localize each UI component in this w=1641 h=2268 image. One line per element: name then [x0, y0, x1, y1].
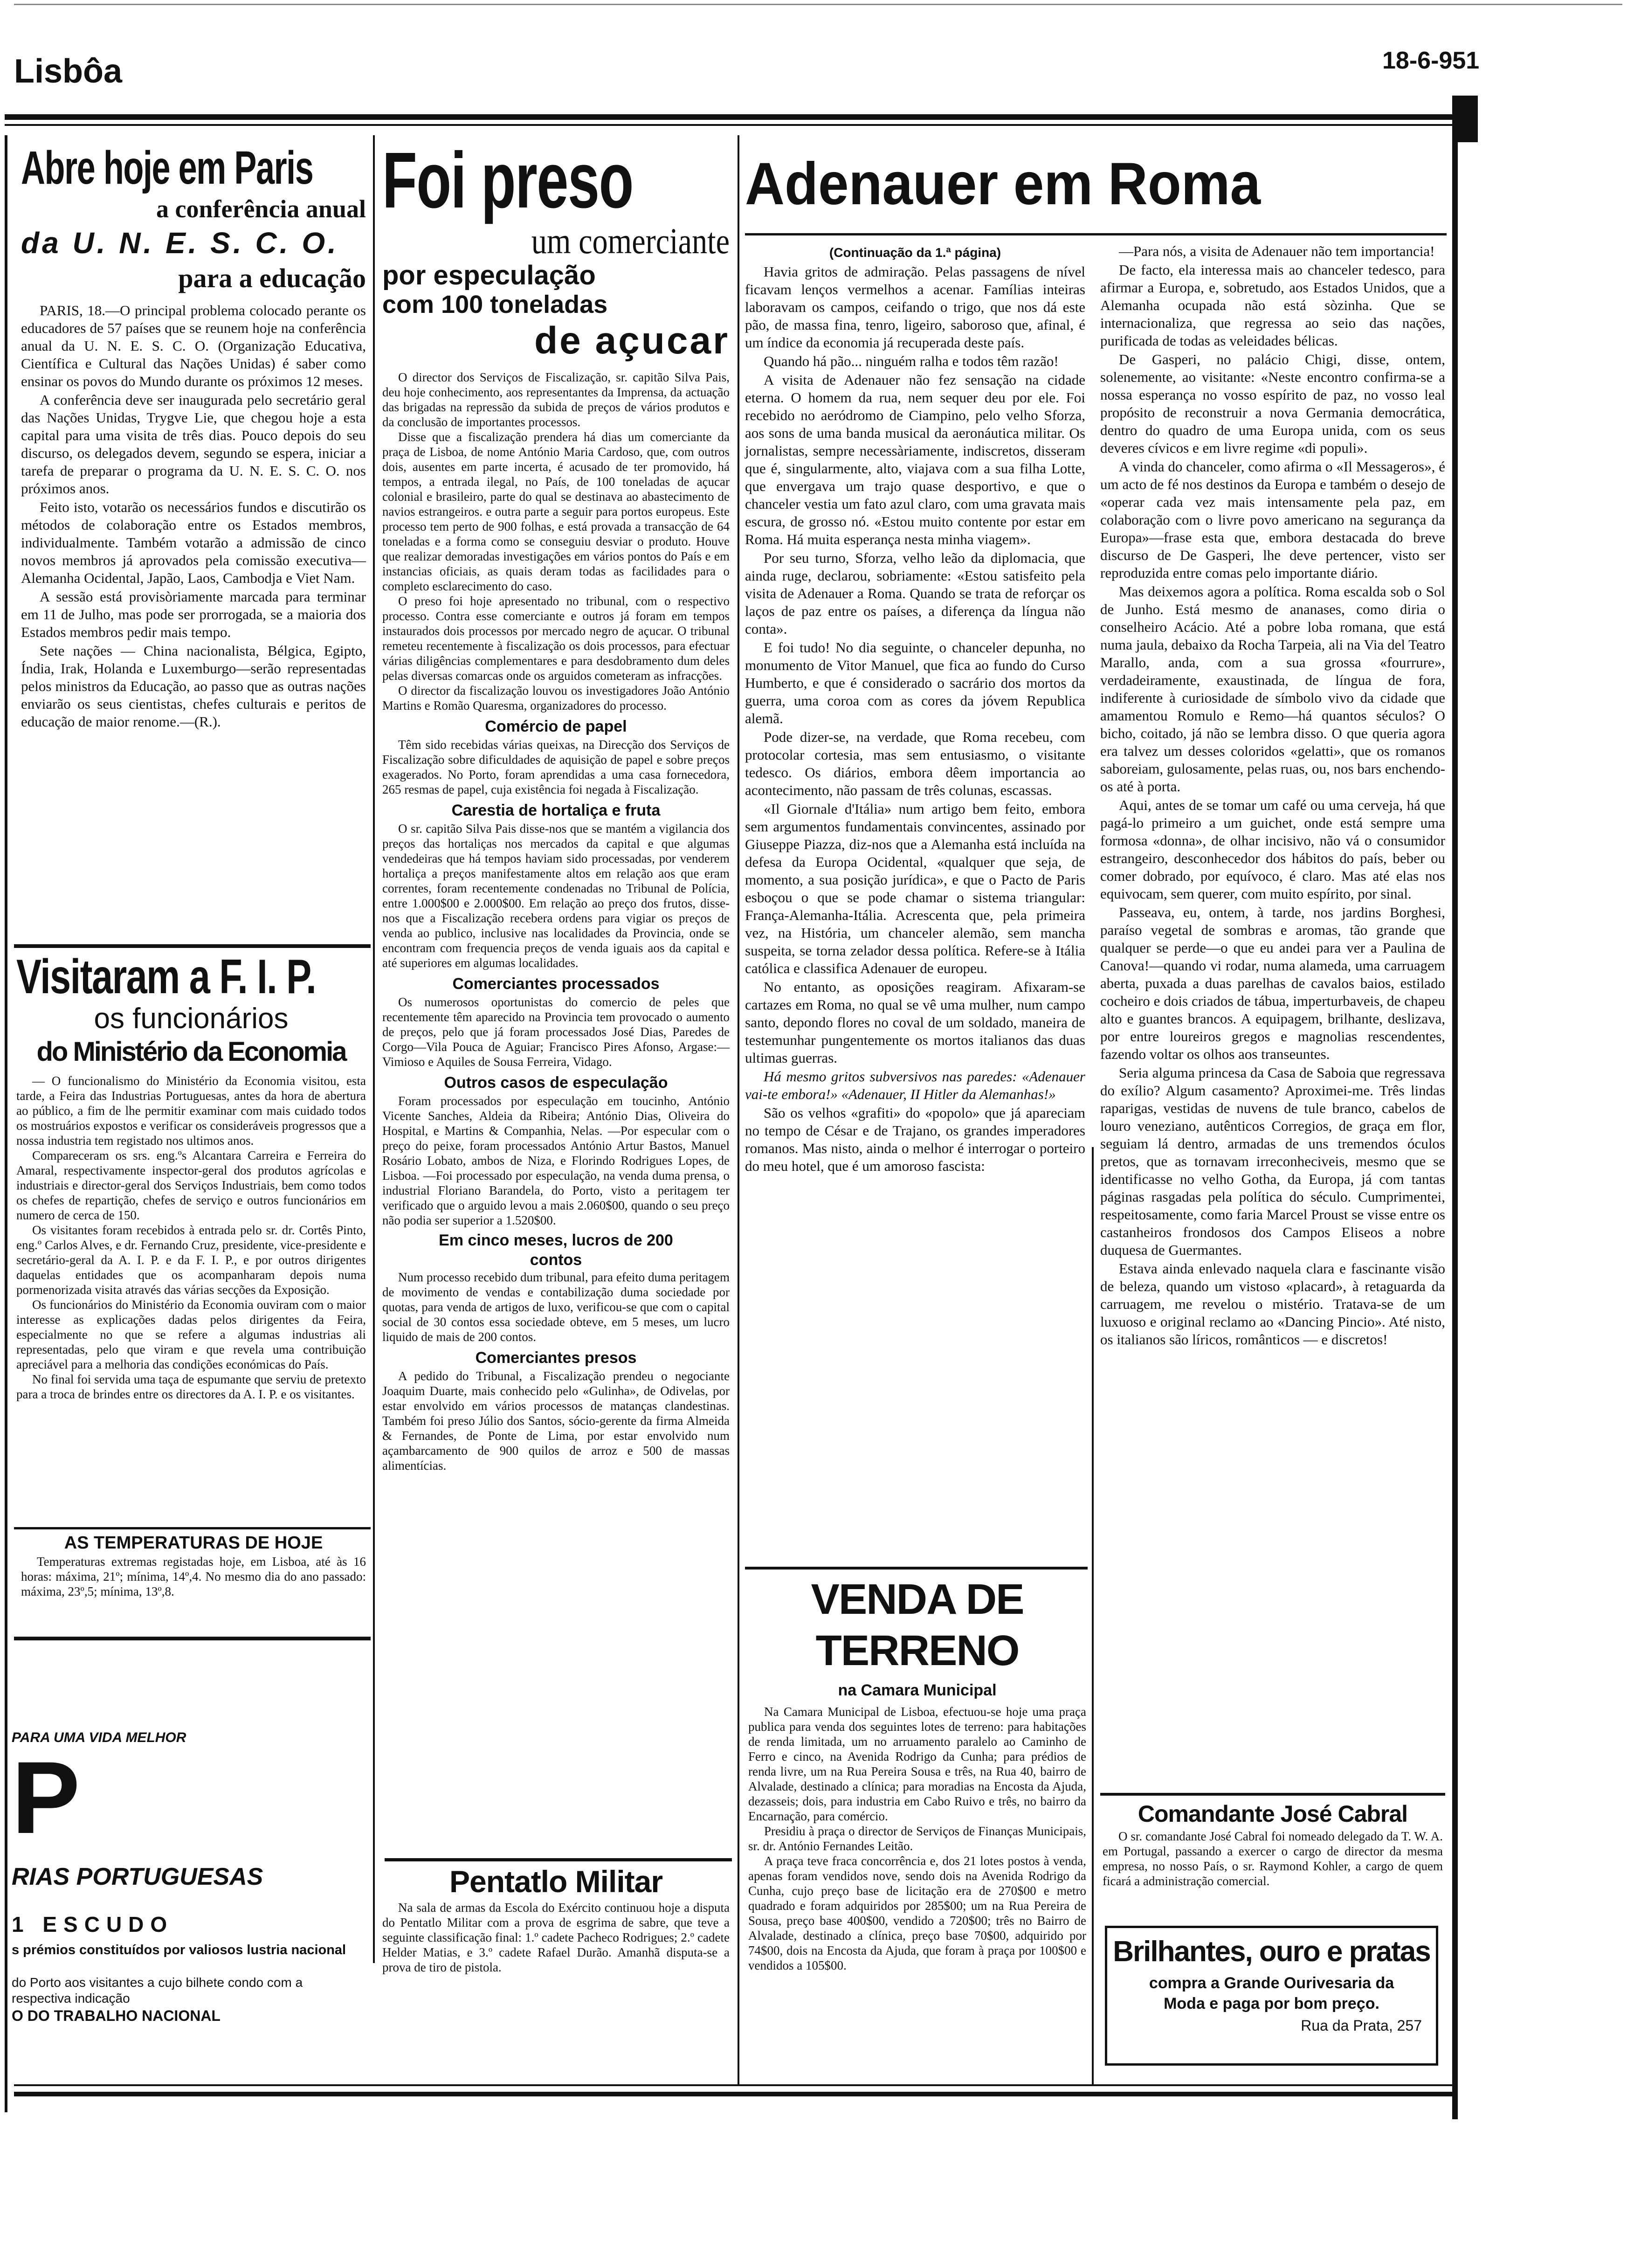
adenauer-article	[745, 149, 1447, 219]
paragraph: Na Camara Municipal de Lisboa, efectuou-se hoje uma praça publica para venda dos seguintes lotes de terreno: para habitações de renda limitada, um no arruamento paralelo ao Caminho de Ferro e cinco, na Avenida Rodrigo da Cunha; para prédios de renda livre, um na Rua Pereira Sousa e três, na Rua 40, bairro de Alvalade, destinado a clínica; para moradias na Encosta da Ajuda, dezasseis; dois, para industria em Cabo Ruivo e três, no bairro da Encarnação, para comércio.	[748, 1705, 1086, 1823]
preso-subtitle-3: com 100 toneladas	[382, 290, 608, 318]
paragraph: São os velhos «grafiti» do «popolo» que já apareciam no tempo de César e de Trajano, os grandes imperadores romanos. Mas nisto, ainda o melhor é interrogar o porteiro do meu hotel, que é um amoroso fascista:	[745, 1105, 1085, 1174]
temperatures-box	[21, 1532, 366, 1599]
section-rule	[1100, 1793, 1445, 1796]
fip-title: Visitaram a F. I. P.	[16, 950, 316, 1004]
corner-block	[1452, 96, 1478, 142]
section-rule	[14, 1637, 371, 1640]
paragraph: —Para nós, a visita de Adenauer não tem importancia!	[1119, 243, 1435, 259]
bottom-rule-thick	[14, 2092, 1455, 2096]
paragraph: De Gasperi, no palácio Chigi, disse, ontem, solenemente, ao visitante: «Neste encontro confirma-se a nossa esperança no vosso espírito de paz, no vosso leal propósito de reconstruir a nova Germania democrática, dentro do quadro de uma Europa unida, com os seus deveres cívicos e em livre regime «di populi».	[1100, 351, 1445, 456]
adenauer-title: Adenauer em Roma	[745, 151, 1261, 217]
fip-subtitle: os funcionários	[94, 1003, 289, 1035]
paragraph: A vinda do chanceler, como afirma o «Il Messageros», é um acto de fé nos destinos da Europa e também o desejo de «operar cada vez mais intensamente pela paz, em colaboração com o livre povo americano na segurança da Europa»—frase esta que, embora destacada do breve discurso de De Gasperi, lhe deve pertencer, visto ser reproduzida entre comas pelo importante diário.	[1100, 458, 1445, 581]
paragraph: Por seu turno, Sforza, velho leão da diplomacia, que ainda ruge, declarou, sobriamente: «Estou satisfeito pela visita de Adenauer a Roma. Quando se trata de reforçar os laços de paz entre os países, a diferença da língua não conta».	[745, 550, 1085, 637]
paragraph: O sr. comandante José Cabral foi nomeado delegado da T. W. A. em Portugal, passando a exercer o cargo de director da mesma empresa, no nosso País, o sr. Raymond Kohler, a cargo de quem ficará a administração comercial.	[1103, 1829, 1443, 1888]
paragraph: Quando há pão... ninguém ralha e todos têm razão!	[764, 353, 1059, 369]
paragraph: Os funcionários do Ministério da Economia ouviram com o maior interesse as explicações dadas pelos dirigentes da Feira, especialmente no que se refere a algumas industrias ali representadas, pelo que viram e que revela uma contribuição apreciável para a melhoria das condições económicas do País.	[16, 1298, 366, 1371]
paragraph: — O funcionalismo do Ministério da Economia visitou, esta tarde, a Feira das Industrias Portuguesas, antes da hora de abertura ao público, a fim de lhe permitir examinar com mais cuidado todos os mostruários expostos e verificar os consideráveis progressos que a nossa industria tem registado nos ultimos anos.	[16, 1074, 366, 1148]
unesco-title: Abre hoje em Paris	[21, 142, 313, 194]
ad-logo-letter: P	[12, 1740, 80, 1855]
terreno-article	[748, 1574, 1086, 1973]
temperatures-text: Temperaturas extremas registadas hoje, em Lisboa, até às 16 horas: máxima, 21º; mínima, 14º,4. No mesmo dia do ano passado: máxima, 23º,5; mínima, 13º,8.	[21, 1555, 366, 1598]
cabral-title: Comandante José Cabral	[1138, 1801, 1408, 1827]
jewelry-ad-title: Brilhantes, ouro e pratas	[1113, 1936, 1430, 1968]
paragraph: Aqui, antes de se tomar um café ou uma cerveja, há que pagá-lo primeiro a um guichet, onde está sempre uma formosa «donna», de olhar incisivo, não vá o consumidor estrangeiro, desconhecedor dos hábitos do país, beber ou comer dobrado, por equívoco, é claro. Mas até elas nos equivocam, sem querer, com muito espírito, por sinal.	[1100, 797, 1445, 902]
masthead-rule	[5, 114, 1452, 120]
paragraph: Há mesmo gritos subversivos nas paredes: «Adenauer vai-te embora!» «Adenauer, II Hitler da Alemanhas!»	[745, 1068, 1085, 1102]
date-label: 18-6-951	[1382, 47, 1480, 74]
preso-subtitle-2: por especulação	[382, 260, 596, 290]
adenauer-col-2	[1100, 242, 1445, 1349]
paragraph: Compareceram os srs. eng.ºs Alcantara Carreira e Ferreira do Amaral, respectivamente inspector-geral dos produtos agrícolas e industriais e director-geral dos Serviços Industriais, bem como todos os chefes de repartição, chefes de serviço e outros funcionários em numero de cerca de 150.	[16, 1148, 366, 1222]
paragraph: O director dos Serviços de Fiscalização, sr. capitão Silva Pais, deu hoje conhecimento, aos representantes da Imprensa, da actuação das brigadas na repressão da subida de preços de vários produtos e da conclusão de importantes processos.	[382, 370, 730, 429]
jewelry-ad-text: Moda e paga por bom preço.	[1164, 1995, 1379, 2012]
paragraph: No entanto, as oposições reagiram. Afixaram-se cartazes em Roma, no qual se vê uma mulher, num campo santo, depondo flores no coval de um soldado, maneira de testemunhar pungentemente os mortos italianos das duas ultimas guerras.	[745, 979, 1085, 1066]
paragraph: PARIS, 18.—O principal problema colocado perante os educadores de 57 países que se reunem hoje na conferência anual da U. N. E. S. C. O. (Organização Educativa, Científica e Cultural das Nações Unidas) é saber como ensinar os povos do Mundo durante os próximos 12 meses.	[21, 302, 366, 389]
fip-article	[16, 951, 366, 1402]
paragraph: Na sala de armas da Escola do Exército continuou hoje a disputa do Pentatlo Militar com a prova de esgrima de sabre, que teve a seguinte classificação final: 1.º cadete Pacheco Rodrigues; 2.º cadete Helder Matias, e 3.º cadete Rafael Durão. Amanhã disputa-se a prova de tiro de pistola.	[382, 1901, 730, 1974]
jewelry-ad-address: Rua da Prata, 257	[1301, 2017, 1422, 2034]
column-rule	[1092, 1147, 1094, 2084]
paragraph: O director da fiscalização louvou os investigadores João António Martins e Romão Quaresma, organizadores do processo.	[382, 684, 730, 712]
ad-footer: O DO TRABALHO NACIONAL	[12, 2007, 221, 2024]
column-rule	[373, 135, 375, 1963]
paragraph: Foram processados por especulação em toucinho, António Vicente Sanches, Aldeia da Ribeira; António Dias, Oliveira do Hospital, e Martins & Companhia, Nelas. —Por especular com o preço do peixe, foram processados António Artur Bastos, Manuel Rosário Lobato, ambos de Niza, e Florindo Rodrigues Lopes, de Lisboa. —Foi processado por especulação, na venda duma prensa, o industrial Floriano Barandela, do Porto, visto a peritagem ter verificado que o arguido levou a mais 2.060$00, quando o seu preço não podia ser superior a 1.520$00.	[382, 1094, 730, 1227]
paragraph: A visita de Adenauer não fez sensação na cidade eterna. O homem da rua, nem sequer deu por ele. Foi recebido no aeródromo de Ciampino, pelo velho Sforza, aos sons de uma banda musical da aeronáutica militar. Os jornalistas, sempre necessàriamente, indiscretos, disseram que é, singularmente, alto, viajava com a sua filha Lotte, que envergava um trajo quase desportivo, e que o chanceler vestia um fato azul claro, com uma gravata mais escura, de grosso nó. «Estou muito contente por estar em Roma. Há muita esperança nesta minha viagem».	[745, 372, 1085, 547]
fip-subtitle-ministry: do Ministério da Economia	[36, 1037, 346, 1067]
paragraph: Seria alguma princesa da Casa de Saboia que regressava do exílio? Algum casamento? Aproximei-me. Três lindas raparigas, vestidas de nuvens de tule branco, cabelos de louro veneziano, autênticos Corregios, de graça em flor, seguiam lá dentro, armadas de uns tremendos óculos pretos, que as tornavam irreconheciveis, mesmo que se identificasse no velho Gotha, da Europa, já com tantas páginas rasgadas pela política do século. Cumprimentei, respeitosamente, como faria Marcel Proust se visse entre os castanheiros frondosos dos Campos Eliseos a nobre duquesa de Guermantes.	[1100, 1065, 1445, 1258]
paragraph: A praça teve fraca concorrência e, dos 21 lotes postos à venda, apenas foram vendidos nove, sendo dois na Avenida Rodrigo da Cunha, cujo preço base de licitação era de 270$00 e metro quadrado e foram adquiridos por 285$00; um na Rua Pereira de Sousa, preço base 400$00, vendido a 720$00; três no Bairro de Alvalade, destinado a clínica, preço base 70$00, adquirido por 74$00, dois na Encosta da Ajuda, que foram à praça por 100$00 e vendidos a 105$00.	[748, 1854, 1086, 1972]
preso-subtitle-4: de açucar	[534, 319, 730, 362]
paragraph: A sessão está provisòriamente marcada para terminar em 11 de Julho, mas pode ser prorrogada, se a maioria dos Estados membros pedir mais tempo.	[21, 588, 366, 640]
paragraph: Sete nações — China nacionalista, Bélgica, Egipto, Índia, Irak, Holanda e Luxemburgo—serão representadas pelos ministros da Educação, ao passo que as outras nações enviarão os seus cientistas, chefes culturais e peritos de educação de maior renome.—(R.).	[21, 643, 366, 730]
paragraph: Os visitantes foram recebidos à entrada pelo sr. dr. Cortês Pinto, eng.º Carlos Alves, e dr. Fernando Cruz, presidente, vice-presidente e secretário-geral da A. I. P. e da F. I. P., e por outros dirigentes daquelas entidades que os acompanharam depois numa pormenorizada visita através das várias secções da Exposição.	[16, 1223, 366, 1297]
paragraph: «Il Giornale d'Itália» num artigo bem feito, embora sem argumentos fundamentais convincentes, assinado por Giuseppe Piazza, diz-nos que a Alemanha está incluída na defesa da Europa Ocidental, «qualquer que seja, de momento, a sua posição jurídica», e que o Pacto de Paris esboçou o que se pode chamar o sistema triangular: França-Alemanha-Itália. Acrescenta que, pela primeira vez, na História, um chanceler alemão, sem mancha suspeita, se torna zelador dessa política. Refere-se à Itália católica e classifica Adenauer de europeu.	[745, 801, 1085, 976]
bottom-rule	[14, 2084, 1455, 2086]
ad-text: do Porto aos visitantes a cujo bilhete condo com a respectiva indicação	[12, 1975, 303, 2005]
paragraph: A pedido do Tribunal, a Fiscalização prendeu o negociante Joaquim Duarte, mais conhecido pelo «Gulinha», de Odivelas, por estar envolvido em vários processos de matanças clandestinas. Também foi preso Júlio dos Santos, sócio-gerente da firma Almeida & Fernandes, de Ponte de Lima, por estar envolvido num açambarcamento de 900 quilos de arroz e 500 de massas alimentícias.	[382, 1369, 730, 1473]
terreno-subtitle: na Camara Municipal	[838, 1681, 997, 1699]
paragraph: A conferência deve ser inaugurada pelo secretário geral das Nações Unidas, Trygve Lie, que chegou hoje a esta capital para uma visita de três dias. Pouco depois do seu discurso, os delegados devem, segundo se espera, iniciar a tarefa de preparar o programa da U. N. E. S. C. O. nos próximos anos.	[21, 392, 366, 497]
preso-subtitle: um comerciante	[531, 221, 730, 261]
paragraph: Mas deixemos agora a política. Roma escalda sob o Sol de Junho. Está mesmo de ananases, como diria o conselheiro Acácio. Até a pobre loba romana, que está numa jaula, debaixo da Rocha Tarpeia, ali na Via del Teatro Marallo, anda, com a sua grossa «fourrure», verdadeiramente, exaustinada, de língua de fora, indiferente à curiosidade de símbolo vivo da cidade que amamentou Romulo e Remo—há quantos séculos? O bicho, coitado, já não se lembra disso. O que queria agora era talvez um desses coloridos «gelatti», que os romanos saboreiam, gulosamente, pelas ruas, ou, nos bars enchendo-os até à porta.	[1100, 583, 1445, 795]
paragraph: Pode dizer-se, na verdade, que Roma recebeu, com protocolar cortesia, mas sem entusiasmo, o visitante tedesco. Os diários, embora dêem importancia ao acontecimento, não passam de três colunas, escassas.	[745, 729, 1085, 798]
lottery-ad	[12, 1651, 366, 2024]
pentatlo-title: Pentatlo Militar	[449, 1864, 663, 1899]
temperatures-title: AS TEMPERATURAS DE HOJE	[64, 1533, 323, 1553]
ad-price: 1 ESCUDO	[12, 1912, 174, 1936]
unesco-subtitle-acronym: da U. N. E. S. C. O.	[21, 226, 339, 260]
top-border	[14, 4, 1622, 5]
paragraph: Estava ainda enlevado naquela clara e fascinante visão de beleza, quando um vistoso «placard», à retaguarda da carruagem, me revelou o mistério. Tratava-se de um luxuoso e original reclamo ao «Dancing Pincio». Até nisto, os italianos são líricos, românticos — e discretos!	[1100, 1260, 1445, 1348]
preso-title: Foi preso	[382, 136, 633, 225]
paragraph: Num processo recebido dum tribunal, para efeito duma peritagem de movimento de vendas e contabilização duma sociedade por quotas, para venda de artigos de luxo, verificou-se que com o capital social de 30 contos essa sociedade obteve, em 5 meses, um lucro liquido de mais de 200 contos.	[382, 1270, 730, 1344]
city-label: Lisbôa	[14, 53, 123, 90]
cabral-article	[1103, 1799, 1443, 1888]
title-rule	[745, 233, 1447, 235]
ad-tagline: PARA UMA VIDA MELHOR	[12, 1730, 186, 1745]
section-rule	[14, 944, 371, 948]
paragraph: E foi tudo! No dia seguinte, o chanceler depunha, no monumento de Vitor Manuel, que fica ao fundo do Curso Humberto, e que é considerado o sacrário dos mortos da guerra, uma coroa com as cores da jóvem Republica alemã.	[745, 639, 1085, 726]
section-rule	[14, 1527, 371, 1529]
pentatlo-article	[382, 1863, 730, 1975]
left-border	[5, 135, 7, 2112]
preso-article	[382, 136, 730, 1473]
paragraph: Disse que a fiscalização prendera há dias um comerciante da praça de Lisboa, de nome António Maria Cardoso, que, com outros dois, ausentes em parte incerta, é acusado de ter promovido, há tempos, a entrada ilegal, no País, de 100 toneladas de açucar colonial e brasileiro, parte do qual se destinava ao abastecimento de navios estrangeiros. e outra parte a seguir para portos europeus. Este processo tem perto de 900 folhas, e está provada a transacção de 64 toneladas e a forma como se conseguiu desviar o produto. Houve que realizar demoradas investigações em vários pontos do País e em instancias oficiais, as quais deram todas as facilidades para o completo esclarecimento do caso.	[382, 430, 730, 593]
right-border	[1452, 140, 1458, 2119]
ad-heading: RIAS PORTUGUESAS	[12, 1863, 263, 1890]
continuation-note: (Continuação da 1.ª página)	[829, 245, 1001, 260]
paragraph: Os numerosos oportunistas do comercio de peles que recentemente têm aparecido na Provincia tem provocado o aumento de preços, pelo que já foram processados José Dias, Paredes de Corgo—Vila Pouca de Aguiar; Francisco Pires Afonso, Argase:—Vimioso e Aquiles de Sousa Ferreira, Vidago.	[382, 995, 730, 1069]
paragraph: De facto, ela interessa mais ao chanceler tedesco, para afirmar a Europa, e, sobretudo, aos Estados Unidos, que a Alemanha ocupada não está sòzinha. Que se internacionaliza, que regressa ao seio das nações, purificada de todas as veleidades bélicas.	[1100, 262, 1445, 349]
adenauer-col-1	[745, 242, 1085, 1176]
paragraph: Têm sido recebidas várias queixas, na Direcção dos Serviços de Fiscalização sobre dificuldades de aquisição de papel e sobre preços exagerados. No Porto, foram aprendidas a uma casa fornecedora, 265 resmas de papel, cuja existência foi negada à Fiscalização.	[382, 738, 730, 796]
section-rule	[385, 1858, 732, 1861]
paragraph: O sr. capitão Silva Pais disse-nos que se mantém a vigilancia dos preços das hortaliças nos mercados da capital e que algumas vendedeiras que há tempos haviam sido processadas, por venderem hortaliça a preços manifestamente altos em relação aos que eram correntes, foram recentemente condenadas no Tribunal de Polícia, entre 1.000$00 e 2.000$00. Em relação ao preço dos frutos, disse-nos que a Fiscalização recebera ordens para vigiar os preços de venda ao publico, inclusive nas localidades da Provincia, onde se encontram com frequencia preços de venda iguais aos da capital e até superiores em algumas localidades.	[382, 822, 730, 970]
paragraph: O preso foi hoje apresentado no tribunal, com o respectivo processo. Contra esse comerciante e outros já foram em tempos instaurados dois processos por mercado negro de açucar. O tribunal remeteu recentemente à fiscalização os dois processos, para efectuar várias diligências complementares e para desdobramento dum deles pelas diversas comarcas onde os arguidos cometeram as infracções.	[382, 594, 730, 683]
section-heading: Comércio de papel	[485, 718, 627, 735]
paragraph: Feito isto, votarão os necessários fundos e discutirão os métodos de colaboração entre os Estados membros, individualmente. Também votarão a admissão de cinco novos membros já aprovados pela comissão executiva—Alemanha Ocidental, Japão, Laos, Cambodja e Viet Nam.	[21, 499, 366, 586]
unesco-subtitle: a conferência anual	[156, 195, 366, 223]
section-heading: Outros casos de especulação	[444, 1074, 668, 1092]
section-heading: Comerciantes processados	[452, 975, 660, 993]
jewelry-ad	[1105, 1926, 1438, 2066]
ad-text: s prémios constituídos por valiosos lustria nacional	[12, 1943, 346, 1957]
terreno-title: VENDA DE TERRENO	[811, 1576, 1024, 1674]
paragraph: No final foi servida uma taça de espumante que serviu de pretexto para a troca de brindes entre os directores da A. I. P. e os visitantes.	[16, 1372, 366, 1401]
jewelry-ad-text: compra a Grande Ourivesaria da	[1149, 1974, 1394, 1992]
column-rule	[738, 135, 739, 2084]
section-heading: Comerciantes presos	[475, 1349, 637, 1367]
unesco-article	[21, 142, 366, 732]
paragraph: Presidiu à praça o director de Serviços de Finanças Municipais, sr. dr. António Fernandes Leitão.	[748, 1824, 1086, 1853]
masthead-rule-thin	[5, 124, 1452, 126]
section-heading: Carestia de hortaliça e fruta	[451, 802, 661, 819]
paragraph: Passeava, eu, ontem, à tarde, nos jardins Borghesi, paraíso vegetal de sombras e aromas, tão grande que qualquer se perde—o que eu andei para ver a Paulina de Canova!—quando vi rodar, numa alameda, uma carruagem aberta, puxada a duas parelhas de cavalos baios, estilado cocheiro e dois criados de tábua, imperturbaveis, de chapeu alto e guantes brancos. A equipagem, brilhante, deslizava, por entre loureiros gregos e magnolias rescendentes, fazendo voltar os olhos aos transeuntes.	[1100, 904, 1445, 1062]
section-heading: Em cinco meses, lucros de 200 contos	[439, 1231, 673, 1269]
paragraph: Havia gritos de admiração. Pelas passagens de nível ficavam lenços vermelhos a acenar. Famílias inteiras laboravam os campos, ceifando o trigo, que nos dá este pão, de massa fina, tenro, ligeiro, saboroso que, afinal, é um índice da economia já recuperada deste país.	[745, 263, 1085, 351]
section-rule	[745, 1567, 1088, 1570]
unesco-subtitle-end: para a educação	[178, 263, 366, 293]
